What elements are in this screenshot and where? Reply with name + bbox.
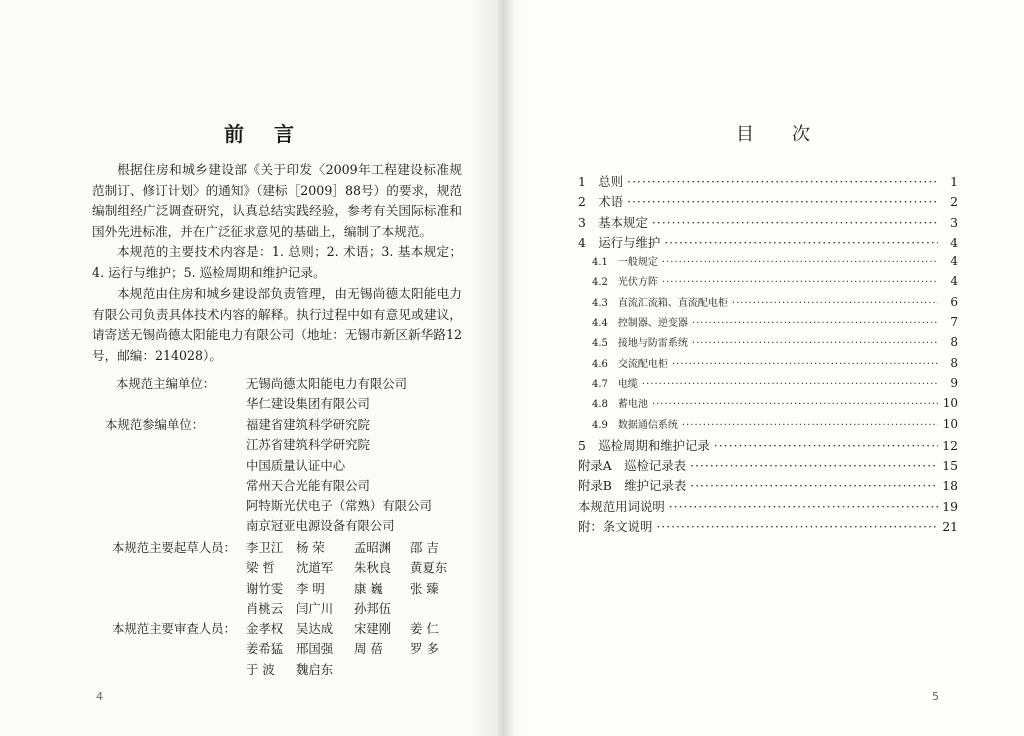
toc-leader-dots: [664, 235, 938, 250]
chief-editor-units: [246, 374, 407, 415]
page-number-right: 5: [932, 690, 939, 703]
toc-entry-page: 6: [950, 294, 958, 309]
toc-entry-label: 4.3 直流汇流箱、直流配电柜: [592, 297, 728, 309]
toc-leader-dots: [732, 298, 938, 309]
toc-leader-dots: [652, 399, 938, 410]
unit-name: 阿特斯光伏电子（常熟）有限公司: [246, 498, 432, 514]
person-name: [452, 639, 492, 659]
person-name: 李 明: [296, 580, 325, 596]
toc-entry-label: 4 运行与维护: [578, 234, 661, 250]
toc-entry-page: 4: [950, 234, 958, 250]
unit-name: 南京冠亚电源设备有限公司: [246, 518, 395, 534]
toc-entry[interactable]: [578, 172, 958, 192]
toc-entry-label: 4.4 控制器、逆变器: [592, 318, 688, 330]
toc-leader-dots: [662, 257, 938, 268]
toc-subentry[interactable]: [578, 416, 958, 436]
toc-subentry[interactable]: [578, 334, 958, 354]
unit-name: 常州天合光能有限公司: [246, 477, 370, 493]
person-name: 宋建刚: [354, 621, 392, 636]
toc-entry[interactable]: [578, 497, 958, 517]
person-name: [452, 579, 492, 599]
person-name: 魏启东: [296, 661, 334, 677]
toc-entry-page: 15: [942, 458, 958, 474]
toc-entry-label: 3 基本规定: [578, 214, 648, 230]
person-name: 周 蓓: [354, 641, 383, 657]
person-name: 姜希猛: [246, 641, 284, 657]
participating-label: 本规范参编单位：: [105, 417, 205, 432]
left-page-foreword: [0, 0, 500, 736]
toc-entry-label: 附：条文说明: [578, 519, 653, 535]
toc-entry-page: 1: [950, 174, 958, 189]
toc-leader-dots: [692, 318, 938, 329]
toc-entry-label: 5 巡检周期和维护记录: [578, 437, 710, 453]
person-name: 朱秋良: [354, 560, 392, 576]
person-name: 金孝权: [246, 621, 284, 636]
toc-entry-page: 10: [942, 396, 958, 411]
toc-entry-page: 12: [942, 437, 958, 453]
toc-leader-dots: [682, 420, 938, 431]
toc-entry-page: 18: [942, 478, 958, 494]
toc-leader-dots: [662, 277, 938, 288]
toc-subentry[interactable]: [578, 273, 958, 293]
toc-entry[interactable]: [578, 213, 958, 233]
person-name: 梁 哲: [246, 560, 275, 576]
toc-leader-dots: [714, 438, 938, 453]
toc-entry[interactable]: [578, 436, 958, 456]
toc-entry-label: 4.8 蓄电池: [592, 399, 648, 411]
person-name: 闫广川: [296, 600, 334, 616]
toc-entry-page: 21: [942, 519, 958, 535]
person-name: 姜 仁: [410, 621, 439, 636]
person-name: 邢国强: [296, 641, 334, 657]
foreword-paragraph: 本规范的主要技术内容是：1. 总则；2. 术语；3. 基本规定；4. 运行与维护；5. 巡检周期和维护记录。: [92, 244, 462, 280]
toc-leader-dots: [690, 458, 938, 473]
unit-name: 福建省建筑科学研究院: [246, 417, 370, 432]
chief-editor-label: 本规范主编单位：: [116, 376, 216, 391]
foreword-title: 前言: [224, 122, 324, 146]
person-name: 谢竹雯: [246, 580, 284, 596]
toc-entry-page: 19: [942, 498, 958, 514]
person-name: 于 波: [246, 661, 275, 677]
person-name: [410, 599, 452, 619]
toc-entry-page: 9: [950, 375, 958, 390]
person-name: 孙邦伍: [354, 600, 392, 616]
toc-leader-dots: [672, 359, 938, 370]
toc-entry[interactable]: [578, 476, 958, 496]
toc-leader-dots: [627, 194, 938, 209]
toc-entry-label: 2 术语: [578, 194, 624, 210]
foreword-paragraph: 根据住房和城乡建设部《关于印发〈2009年工程建设标准规范制订、修订计划〉的通知》（建标［2009］88号）的要求，规范编制组经广泛调查研究，认真总结实践经验，参考有关国际标准和国外先进标准，并在广泛征求意见的基础上，编制了本规范。: [92, 162, 462, 239]
toc-entry-page: 4: [950, 254, 958, 269]
toc-entry-label: 附录A 巡检记录表: [578, 458, 687, 474]
toc-subentry[interactable]: [578, 395, 958, 415]
toc-leader-dots: [652, 215, 938, 230]
reviewers-list: [246, 619, 492, 680]
person-name: 罗 多: [410, 641, 439, 657]
toc-entry-label: 4.2 光伏方阵: [592, 277, 658, 289]
toc-title: 目次: [736, 124, 848, 145]
foreword-paragraph: 本规范由住房和城乡建设部负责管理，由无锡尚德太阳能电力有限公司负责具体技术内容的解释。执行过程中如有意见或建议，请寄送无锡尚德太阳能电力有限公司（地址：无锡市新区新华路12号，邮编：214028）。: [92, 286, 462, 363]
person-name: 张 臻: [410, 580, 439, 596]
page-number-left: 4: [96, 690, 103, 703]
toc-subentry[interactable]: [578, 375, 958, 395]
toc-leader-dots: [669, 499, 938, 514]
person-name: [452, 538, 492, 558]
toc-entry[interactable]: [578, 233, 958, 253]
person-name: 孟昭渊: [354, 540, 392, 555]
toc-entry-page: 8: [950, 355, 958, 370]
toc-entry-label: 1 总则: [578, 174, 624, 189]
person-name: [452, 660, 492, 680]
toc-entry-page: 2: [950, 194, 958, 210]
toc-entry-label: 4.6 交流配电柜: [592, 358, 668, 370]
toc-entry-label: 4.5 接地与防雷系统: [592, 338, 688, 350]
toc-leader-dots: [627, 174, 938, 189]
person-name: [354, 660, 410, 680]
person-name: 康 巍: [354, 580, 383, 596]
participating-units: [246, 415, 432, 537]
person-name: [452, 599, 492, 619]
toc-entry-label: 4.7 电缆: [592, 378, 638, 390]
toc-entry[interactable]: [578, 456, 958, 476]
toc-entry-label: 附录B 维护记录表: [578, 478, 687, 494]
toc-entry-page: 7: [950, 315, 958, 330]
toc-leader-dots: [692, 338, 938, 349]
toc-entry[interactable]: [578, 517, 958, 537]
person-name: 肖桃云: [246, 600, 284, 616]
toc-list: [578, 172, 958, 537]
person-name: 吴达成: [296, 621, 334, 636]
person-name: [452, 558, 492, 578]
drafters-list: [246, 538, 492, 619]
toc-leader-dots: [690, 478, 938, 493]
person-name: 杨 荣: [296, 540, 325, 555]
toc-entry-page: 3: [950, 214, 958, 230]
toc-entry-label: 4.9 数据通信系统: [592, 419, 678, 431]
toc-entry-label: 本规范用词说明: [578, 498, 665, 514]
toc-entry[interactable]: [578, 192, 958, 212]
toc-entry-label: 4.1 一般规定: [592, 257, 658, 269]
toc-subentry[interactable]: [578, 355, 958, 375]
person-name: 黄夏东: [410, 560, 448, 576]
person-name: 李卫江: [246, 540, 284, 555]
toc-subentry[interactable]: [578, 314, 958, 334]
toc-entry-page: 8: [950, 335, 958, 350]
toc-entry-page: 4: [950, 274, 958, 289]
toc-leader-dots: [656, 519, 938, 534]
person-name: [410, 660, 452, 680]
reviewers-label: 本规范主要审查人员：: [112, 621, 236, 636]
toc-entry-page: 10: [942, 416, 958, 431]
person-name: [452, 619, 492, 639]
unit-name: 中国质量认证中心: [246, 457, 346, 473]
toc-subentry[interactable]: [578, 253, 958, 273]
unit-name: 江苏省建筑科学研究院: [246, 437, 370, 453]
drafters-label: 本规范主要起草人员：: [112, 540, 236, 555]
unit-name: 华仁建设集团有限公司: [246, 396, 370, 412]
toc-leader-dots: [642, 379, 938, 390]
person-name: 邵 吉: [410, 540, 439, 555]
person-name: 沈道军: [296, 560, 334, 576]
toc-subentry[interactable]: [578, 294, 958, 314]
unit-name: 无锡尚德太阳能电力有限公司: [246, 376, 408, 391]
